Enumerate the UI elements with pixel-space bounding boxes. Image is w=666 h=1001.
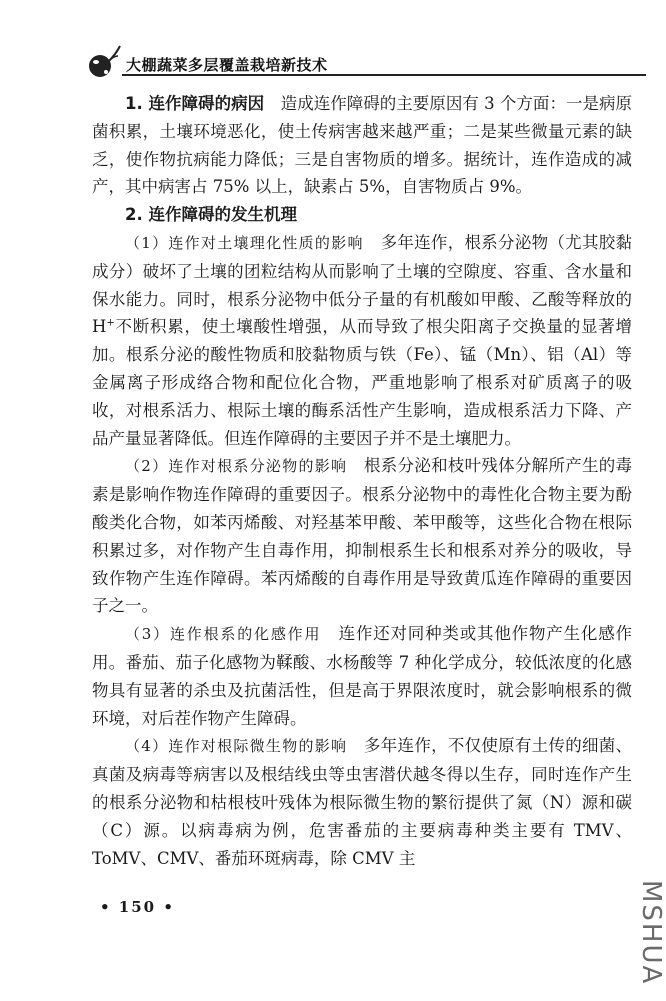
subheading-microbes: （4）连作对根际微生物的影响	[125, 737, 348, 756]
paragraph-microbes	[92, 732, 632, 872]
paragraph-microbes-text: 多年连作，不仅使原有土传的细菌、真菌及病毒等病害以及根结线虫等虫害潜伏越冬得以生存，同时连作产生的根系分泌物和枯根枝叶残体为根际微生物的繁衍提供了氮（N）源和碳（C）源。以病毒病为例，危害番茄的主要病毒种类主要有 TMV、ToMV、CMV、番茄环斑病毒，除 CMV 主	[92, 736, 633, 868]
book-logo-icon	[86, 40, 122, 80]
paragraph-soil-text-b: 不断积累，使土壤酸性增强，从而导致了根尖阳离子交换量的显著增加。根系分泌的酸性物质和胶黏物质与铁（Fe）、锰（Mn）、铝（Al）等金属离子形成络合物和配位化合物，严重地影响了根系对矿质离子的吸收，对根系活力、根际土壤的酶系活性产生影响，造成根系活力下降、产品产量显著降低。但连作障碍的主要因子并不是土壤肥力。	[92, 317, 632, 448]
paragraph-soil-text-a: 多年连作，根系分泌物（尤其胶黏成分）破坏了土壤的团粒结构从而影响了土壤的空隙度、容重、含水量和保水能力。同时，根系分泌物中低分子量的有机酸如甲酸、乙酸等释放的 H	[92, 232, 633, 337]
paragraph-cause-text: 造成连作障碍的主要原因有 3 个方面：一是病原菌积累，土壤环境恶化，使土传病害越来越严重；二是某些微量元素的缺乏，使作物抗病能力降低；三是自害物质的增多。据统计，连作造成的减产，其中病害占 75% 以上，缺素占 5%，自害物质占 9%。	[92, 94, 633, 197]
header-rule	[122, 74, 646, 76]
paragraph-cause	[92, 90, 632, 201]
heading-cause: 1. 连作障碍的病因	[125, 94, 265, 113]
watermark-text: MSHUA	[636, 880, 666, 986]
subheading-soil: （1）连作对土壤理化性质的影响	[125, 233, 364, 252]
paragraph-allelopathy	[92, 620, 632, 732]
paragraph-root	[92, 452, 632, 620]
header-title: 大棚蔬菜多层覆盖栽培新技术	[126, 56, 328, 74]
main-text	[92, 90, 632, 872]
subheading-root: （2）连作对根系分泌物的影响	[125, 457, 348, 476]
heading-mechanism-text: 2. 连作障碍的发生机理	[125, 205, 297, 225]
paragraph-soil	[92, 229, 632, 452]
paragraph-root-text: 根系分泌和枝叶残体分解所产生的毒素是影响作物连作障碍的重要因子。根系分泌物中的毒性化合物主要为酚酸类化合物，如苯丙烯酸、对羟基苯甲酸、苯甲酸等，这些化合物在根际积累过多，对作物产生自毒作用，抑制根系生长和根系对养分的吸收，导致作物产生连作障碍。苯丙烯酸的自毒作用是导致黄瓜连作障碍的重要因子之一。	[92, 456, 633, 616]
page-number: • 150 •	[100, 898, 175, 916]
heading-mechanism	[92, 201, 632, 229]
watermark	[618, 880, 666, 1000]
subheading-allelopathy: （3）连作根系的化感作用	[125, 625, 322, 644]
running-header	[86, 40, 646, 80]
superscript-plus: +	[106, 317, 115, 329]
paragraph-allelopathy-text: 连作还对同种类或其他作物产生化感作用。番茄、茄子化感物为鞣酸、水杨酸等 7 种化学成分，较低浓度的化感物具有显著的杀虫及抗菌活性，但是高于界限浓度时，就会影响根系的微环境，对后茬作物产生障碍。	[92, 624, 633, 728]
